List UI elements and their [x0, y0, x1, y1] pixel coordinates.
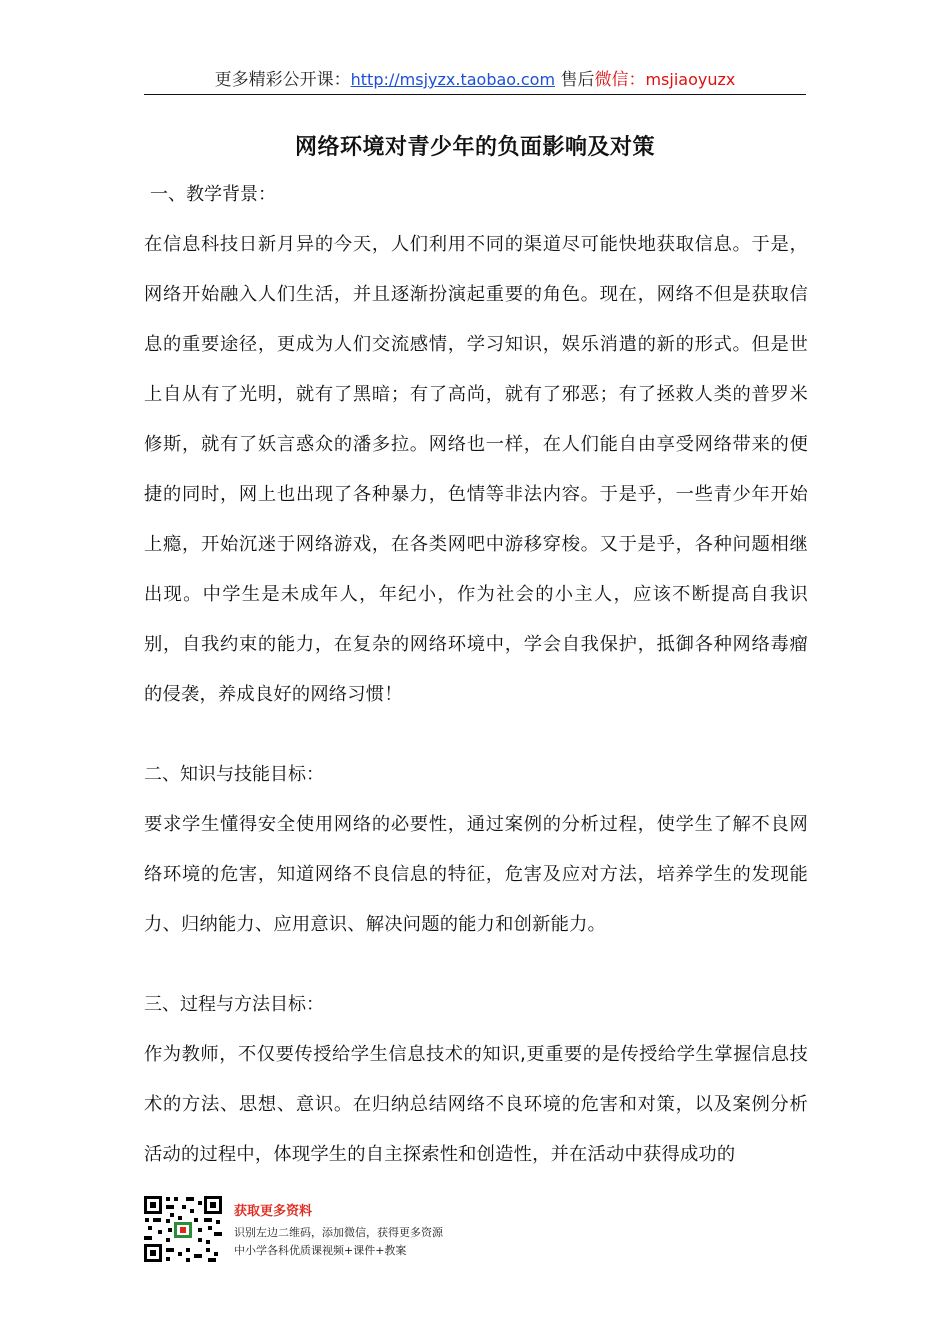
- document-title: 网络环境对青少年的负面影响及对策: [294, 135, 655, 160]
- qr-code-icon[interactable]: [142, 1194, 224, 1264]
- document-body: [144, 180, 808, 1180]
- section-body-background: 在信息科技日新月异的今天，人们利用不同的渠道尽可能快地获取信息。于是，网络开始融入人们生活，并且逐渐扮演起重要的角色。现在，网络不但是获取信息的重要途径，更成为人们交流感情，学习知识，娱乐消遣的新的形式。但是世上自从有了光明，就有了黑暗；有了高尚，就有了邪恶；有了拯救人类的普罗米修斯，就有了妖言惑众的潘多拉。网络也一样，在人们能自由享受网络带来的便捷的同时，网上也出现了各种暴力，色情等非法内容。于是乎，一些青少年开始上瘾，开始沉迷于网络游戏，在各类网吧中游移穿梭。又于是乎，各种问题相继出现。中学生是未成年人，年纪小，作为社会的小主人，应该不断提高自我识别，自我约束的能力，在复杂的网络环境中，学会自我保护，抵御各种网络毒瘤的侵袭，养成良好的网络习惯！: [144, 234, 808, 705]
- section-heading-process: 三、过程与方法目标：: [144, 994, 324, 1015]
- wechat-id: msjiaoyuzx: [645, 70, 736, 89]
- promo-footer: [142, 1194, 562, 1266]
- section-heading-knowledge: 二、知识与技能目标：: [144, 764, 324, 785]
- after-sales-label: 售后: [555, 70, 595, 90]
- section-heading-background: 一、教学背景：: [150, 184, 276, 205]
- page-header: [144, 66, 806, 95]
- section-body-process: 作为教师，不仅要传授给学生信息技术的知识,更重要的是传授给学生掌握信息技术的方法、思想、意识。在归纳总结网络不良环境的危害和对策，以及案例分析活动的过程中，体现学生的自主探索性和创造性，并在活动中获得成功的: [144, 1044, 808, 1165]
- shop-link[interactable]: http://msjyzx.taobao.com: [350, 70, 556, 89]
- promo-line-1: 识别左边二维码，添加微信，获得更多资源: [234, 1226, 443, 1239]
- promo-line-2: 中小学各科优质课视频+课件+教案: [234, 1244, 407, 1257]
- wechat-label: 微信：: [594, 70, 646, 90]
- header-prefix: 更多精彩公开课：: [214, 70, 351, 90]
- section-body-knowledge: 要求学生懂得安全使用网络的必要性，通过案例的分析过程，使学生了解不良网络环境的危害，知道网络不良信息的特征，危害及应对方法，培养学生的发现能力、归纳能力、应用意识、解决问题的能力和创新能力。: [144, 814, 808, 935]
- promo-title: 获取更多资料: [234, 1204, 313, 1219]
